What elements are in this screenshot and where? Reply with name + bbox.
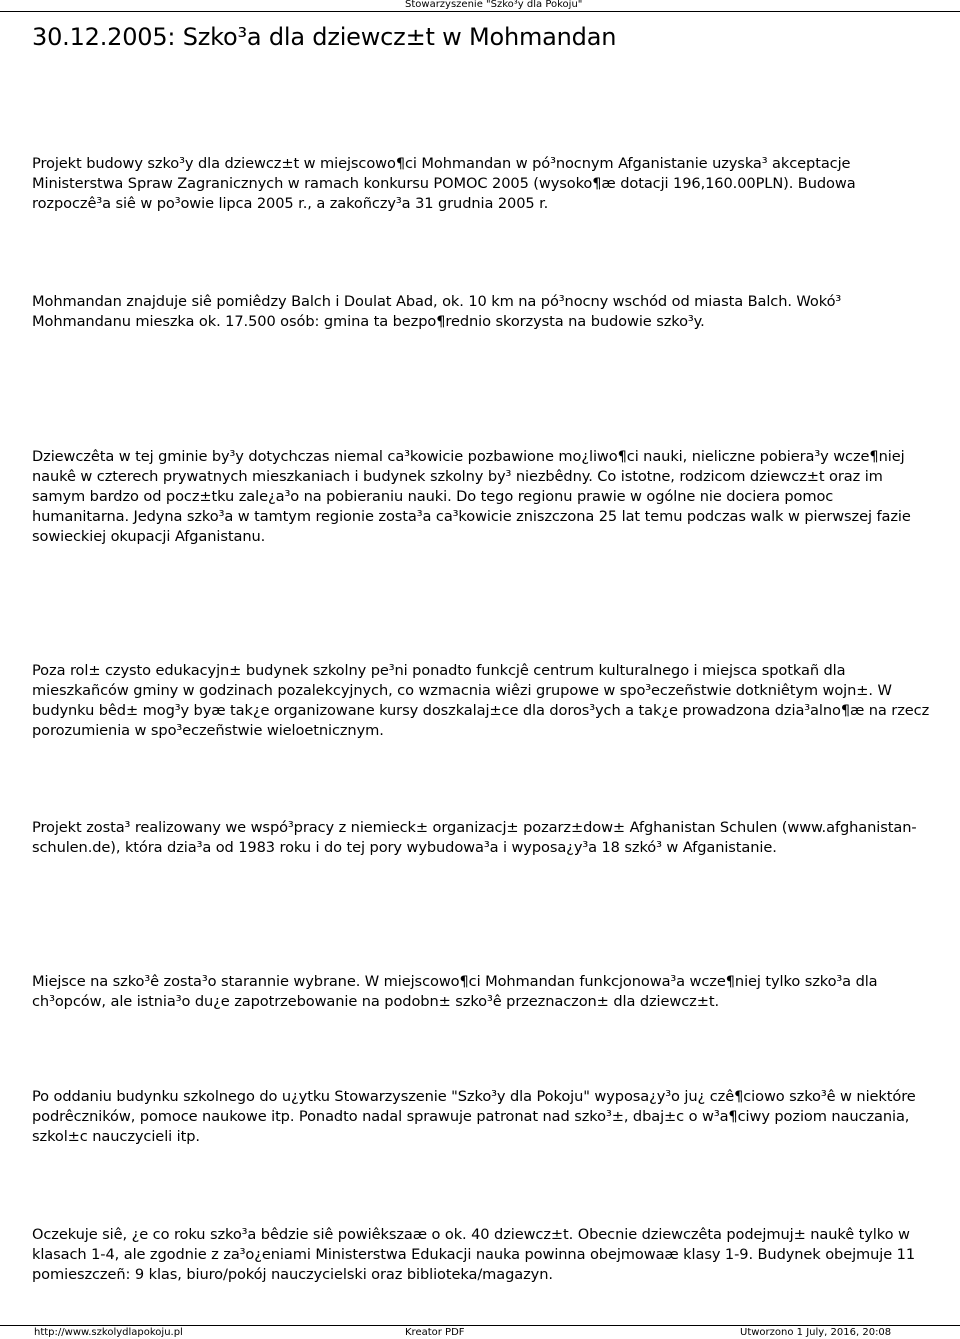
paragraph-partner: Projekt zosta³ realizowany we wspó³pracy z niemieck± organizacj± pozarz±dow± Afghanistan Schulen (www.afghanistan-schulen.de), która dzia³a od 1983 roku i do tej pory wybudowa³a i wyposa¿y³a 18 szkó³ w Afganistanie. — [32, 819, 917, 856]
paragraph-site-choice: Miejsce na szko³ê zosta³o starannie wybrane. W miejscowo¶ci Mohmandan funkcjonowa³a wcze¶niej tylko szko³a dla ch³opców, ale istnia³o du¿e zapotrzebowanie na podobn± szko³ê przeznaczon± dla dziewcz±t. — [32, 973, 878, 1010]
footer-url-link[interactable]: http://www.szkolydlapokoju.pl — [34, 1327, 183, 1338]
paragraph-equipment: Po oddaniu budynku szkolnego do u¿ytku Stowarzyszenie "Szko³y dla Pokoju" wyposa¿y³o ju¿ czê¶ciowo szko³ê w niektóre podrêczników, pomoce naukowe itp. Ponadto nadal sprawuje patronat nad szko³±, dbaj±c o w³a¶ciwy poziom nauczania, szkol±c nauczycieli itp. — [32, 1088, 916, 1145]
paragraph-expectations: Oczekuje siê, ¿e co roku szko³a bêdzie siê powiêkszaæ o ok. 40 dziewcz±t. Obecnie dziewczêta podejmuj± naukê tylko w klasach 1-4, ale zgodnie z za³o¿eniami Ministerstwa Edukacji nauka powinna obejmowaæ klasy 1-9. Budynek obejmuje 11 pomieszczeñ: 9 klas, biuro/pokój nauczycielski oraz biblioteka/magazyn. — [32, 1226, 916, 1283]
paragraph-background: Dziewczêta w tej gminie by³y dotychczas niemal ca³kowicie pozbawione mo¿liwo¶ci nauki, nieliczne pobiera³y wcze¶niej naukê w czterech prywatnych mieszkaniach i budynek szkolny by³ niezbêdny. Co istotne, rodzicom dziewcz±t oraz im samym bardzo od pocz±tku zale¿a³o na pobieraniu nauki. Do tego regionu prawie w ogólne nie dociera pomoc humanitarna. Jedyna szko³a w tamtym regionie zosta³a ca³kowicie zniszczona 25 lat temu podczas walk w pierwszej fazie sowieckiej okupacji Afganistanu. — [32, 448, 911, 545]
page-footer — [0, 1325, 960, 1339]
footer-generator: Kreator PDF — [405, 1327, 465, 1338]
paragraph-location: Mohmandan znajduje siê pomiêdzy Balch i Doulat Abad, ok. 10 km na pó³nocny wschód od miasta Balch. Wokó³ Mohmandanu mieszka ok. 17.500 osób: gmina ta bezpo¶rednio skorzysta na budowie szko³y. — [32, 293, 842, 330]
paragraph-community-role: Poza rol± czysto edukacyjn± budynek szkolny pe³ni ponadto funkcjê centrum kulturalnego i miejsca spotkañ dla mieszkañców gminy w godzinach pozalekcyjnych, co wzmacnia wiêzi grupowe w spo³eczeñstwie dotkniêtym wojn±. W budynku bêd± mog³y byæ tak¿e organizowane kursy doszkalaj±ce dla doros³ych a tak¿e prowadzona dzia³alno¶æ na rzecz porozumienia w spo³eczeñstwie wieloetnicznym. — [32, 662, 930, 739]
header-organization-name: Stowarzyszenie "Szko³y dla Pokoju" — [405, 0, 583, 10]
paragraph-project-intro: Projekt budowy szko³y dla dziewcz±t w miejscowo¶ci Mohmandan w pó³nocnym Afganistanie uzyska³ akceptacje Ministerstwa Spraw Zagranicznych w ramach konkursu POMOC 2005 (wysoko¶æ dotacji 196,160.00PLN). Budowa rozpoczê³a siê w po³owie lipca 2005 r., a zakoñczy³a 31 grudnia 2005 r. — [32, 155, 856, 212]
page-header — [0, 0, 960, 12]
footer-created-date: Utworzono 1 July, 2016, 20:08 — [740, 1327, 892, 1338]
document-title: 30.12.2005: Szko³a dla dziewcz±t w Mohmandan — [32, 23, 617, 51]
